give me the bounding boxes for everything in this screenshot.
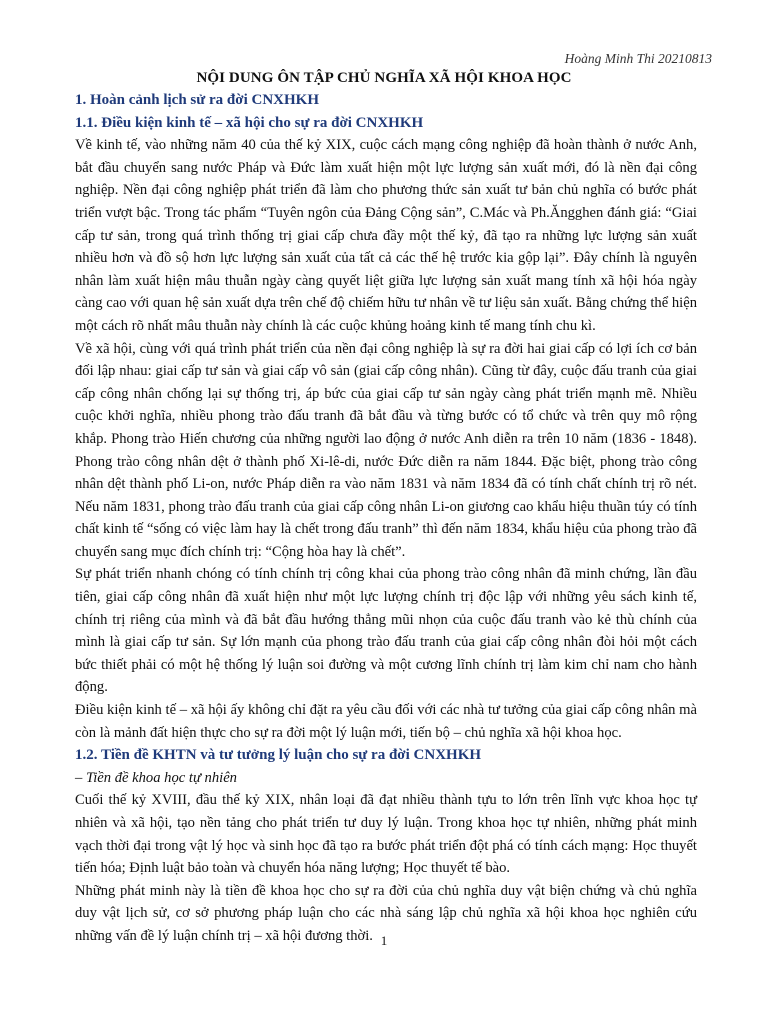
- document-body: [75, 89, 697, 948]
- author-line: Hoàng Minh Thi 20210813: [564, 51, 712, 66]
- page-number: 1: [380, 933, 388, 948]
- paragraph-natural-science: Cuối thế kỷ XVIII, đầu thế kỷ XIX, nhân loại đã đạt nhiều thành tựu to lớn trên lĩnh vực khoa học tự nhiên và xã hội, tạo nền tảng cho phát triển tư duy lý luận. Trong khoa học tự nhiên, những phát minh vạch thời đại trong vật lý học và sinh học đã tạo ra bước phát triển đột phá có tính cách mạng: Học thuyết tiến hóa; Định luật bảo toàn và chuyển hóa năng lượng; Học thuyết tế bào.: [75, 792, 697, 877]
- page-title: NỘI DUNG ÔN TẬP CHỦ NGHĨA XÃ HỘI KHOA HỌC: [196, 70, 572, 86]
- paragraph-discoveries: Những phát minh này là tiền đề khoa học cho sự ra đời của chủ nghĩa duy vật biện chứng và chủ nghĩa duy vật lịch sử, cơ sở phương pháp luận cho các nhà sáng lập chủ nghĩa xã hội khoa học nghiên cứu những vấn đề lý luận chính trị – xã hội đương thời.: [75, 882, 697, 944]
- section-heading-1-2: 1.2. Tiền đề KHTN và tư tưởng lý luận cho sự ra đời CNXHKH: [75, 747, 482, 764]
- paragraph-society: Về xã hội, cùng với quá trình phát triển của nền đại công nghiệp là sự ra đời hai giai cấp có lợi ích cơ bản đối lập nhau: giai cấp tư sản và giai cấp vô sản (giai cấp công nhân). Cũng từ đây, cuộc đấu tranh của giai cấp công nhân chống lại sự thống trị, áp bức của giai cấp tư sản ngày càng phát triển mạnh mẽ. Nhiều cuộc khởi nghĩa, nhiều phong trào đấu tranh đã bắt đầu và từng bước có tổ chức và trên quy mô rộng khắp. Phong trào Hiến chương của những người lao động ở nước Anh diễn ra trên 10 năm (1836 - 1848). Phong trào công nhân dệt ở thành phố Xi-lê-di, nước Đức diễn ra năm 1844. Đặc biệt, phong trào công nhân dệt thành phố Li-on, nước Pháp diễn ra vào năm 1831 và năm 1834 đã có tính chất chính trị rõ nét. Nếu năm 1831, phong trào đấu tranh của giai cấp công nhân Li-on giương cao khẩu hiệu thuần túy có tính chất kinh tế “sống có việc làm hay là chết trong đấu tranh” thì đến năm 1834, khẩu hiệu của phong trào đã chuyển sang mục đích chính trị: “Cộng hòa hay là chết”.: [75, 340, 697, 560]
- paragraph-economy: Về kinh tế, vào những năm 40 của thế kỷ XIX, cuộc cách mạng công nghiệp đã hoàn thành ở nước Anh, bắt đầu chuyển sang nước Pháp và Đức làm xuất hiện một lực lượng sản xuất mới, đó là nền đại công nghiệp. Nền đại công nghiệp phát triển đã làm cho phương thức sản xuất tư bản chủ nghĩa có bước phát triển vượt bậc. Trong tác phẩm “Tuyên ngôn của Đảng Cộng sản”, C.Mác và Ph.Ăngghen đánh giá: “Giai cấp tư sản, trong quá trình thống trị giai cấp chưa đầy một thế kỷ, đã tạo ra những lực lượng sản xuất nhiều hơn và đồ sộ hơn lực lượng sản xuất của tất cả các thế hệ trước kia gộp lại”. Đây chính là nguyên nhân làm xuất hiện mâu thuẫn ngày càng quyết liệt giữa lực lượng sản xuất mang tính xã hội hóa ngày càng cao với quan hệ sản xuất dựa trên chế độ chiếm hữu tư nhân về tư liệu sản xuất. Bằng chứng thể hiện một cách rõ nhất mâu thuẫn này chính là các cuộc khủng hoảng kinh tế mang tính chu kì.: [75, 137, 697, 334]
- section-heading-1: 1. Hoàn cảnh lịch sử ra đời CNXHKH: [75, 92, 319, 108]
- section-heading-1-1: 1.1. Điều kiện kinh tế – xã hội cho sự ra đời CNXHKH: [75, 114, 424, 131]
- subheading-natural-science: – Tiền đề khoa học tự nhiên: [75, 769, 237, 786]
- paragraph-political-movement: Sự phát triển nhanh chóng có tính chính trị công khai của phong trào công nhân đã minh chứng, lần đầu tiên, giai cấp công nhân đã xuất hiện như một lực lượng chính trị độc lập với những yêu sách kinh tế, chính trị riêng của mình và đã bắt đầu hướng thẳng mũi nhọn của cuộc đấu tranh vào kẻ thù chính của mình là giai cấp tư sản. Sự lớn mạnh của phong trào đấu tranh của giai cấp công nhân đòi hỏi một cách bức thiết phải có một hệ thống lý luận soi đường và một cương lĩnh chính trị làm kim chỉ nam cho hành động.: [75, 566, 697, 696]
- paragraph-conditions-summary: Điều kiện kinh tế – xã hội ấy không chỉ đặt ra yêu cầu đối với các nhà tư tưởng của giai cấp công nhân mà còn là mảnh đất hiện thực cho sự ra đời một lý luận mới, tiến bộ – chủ nghĩa xã hội khoa học.: [75, 702, 697, 741]
